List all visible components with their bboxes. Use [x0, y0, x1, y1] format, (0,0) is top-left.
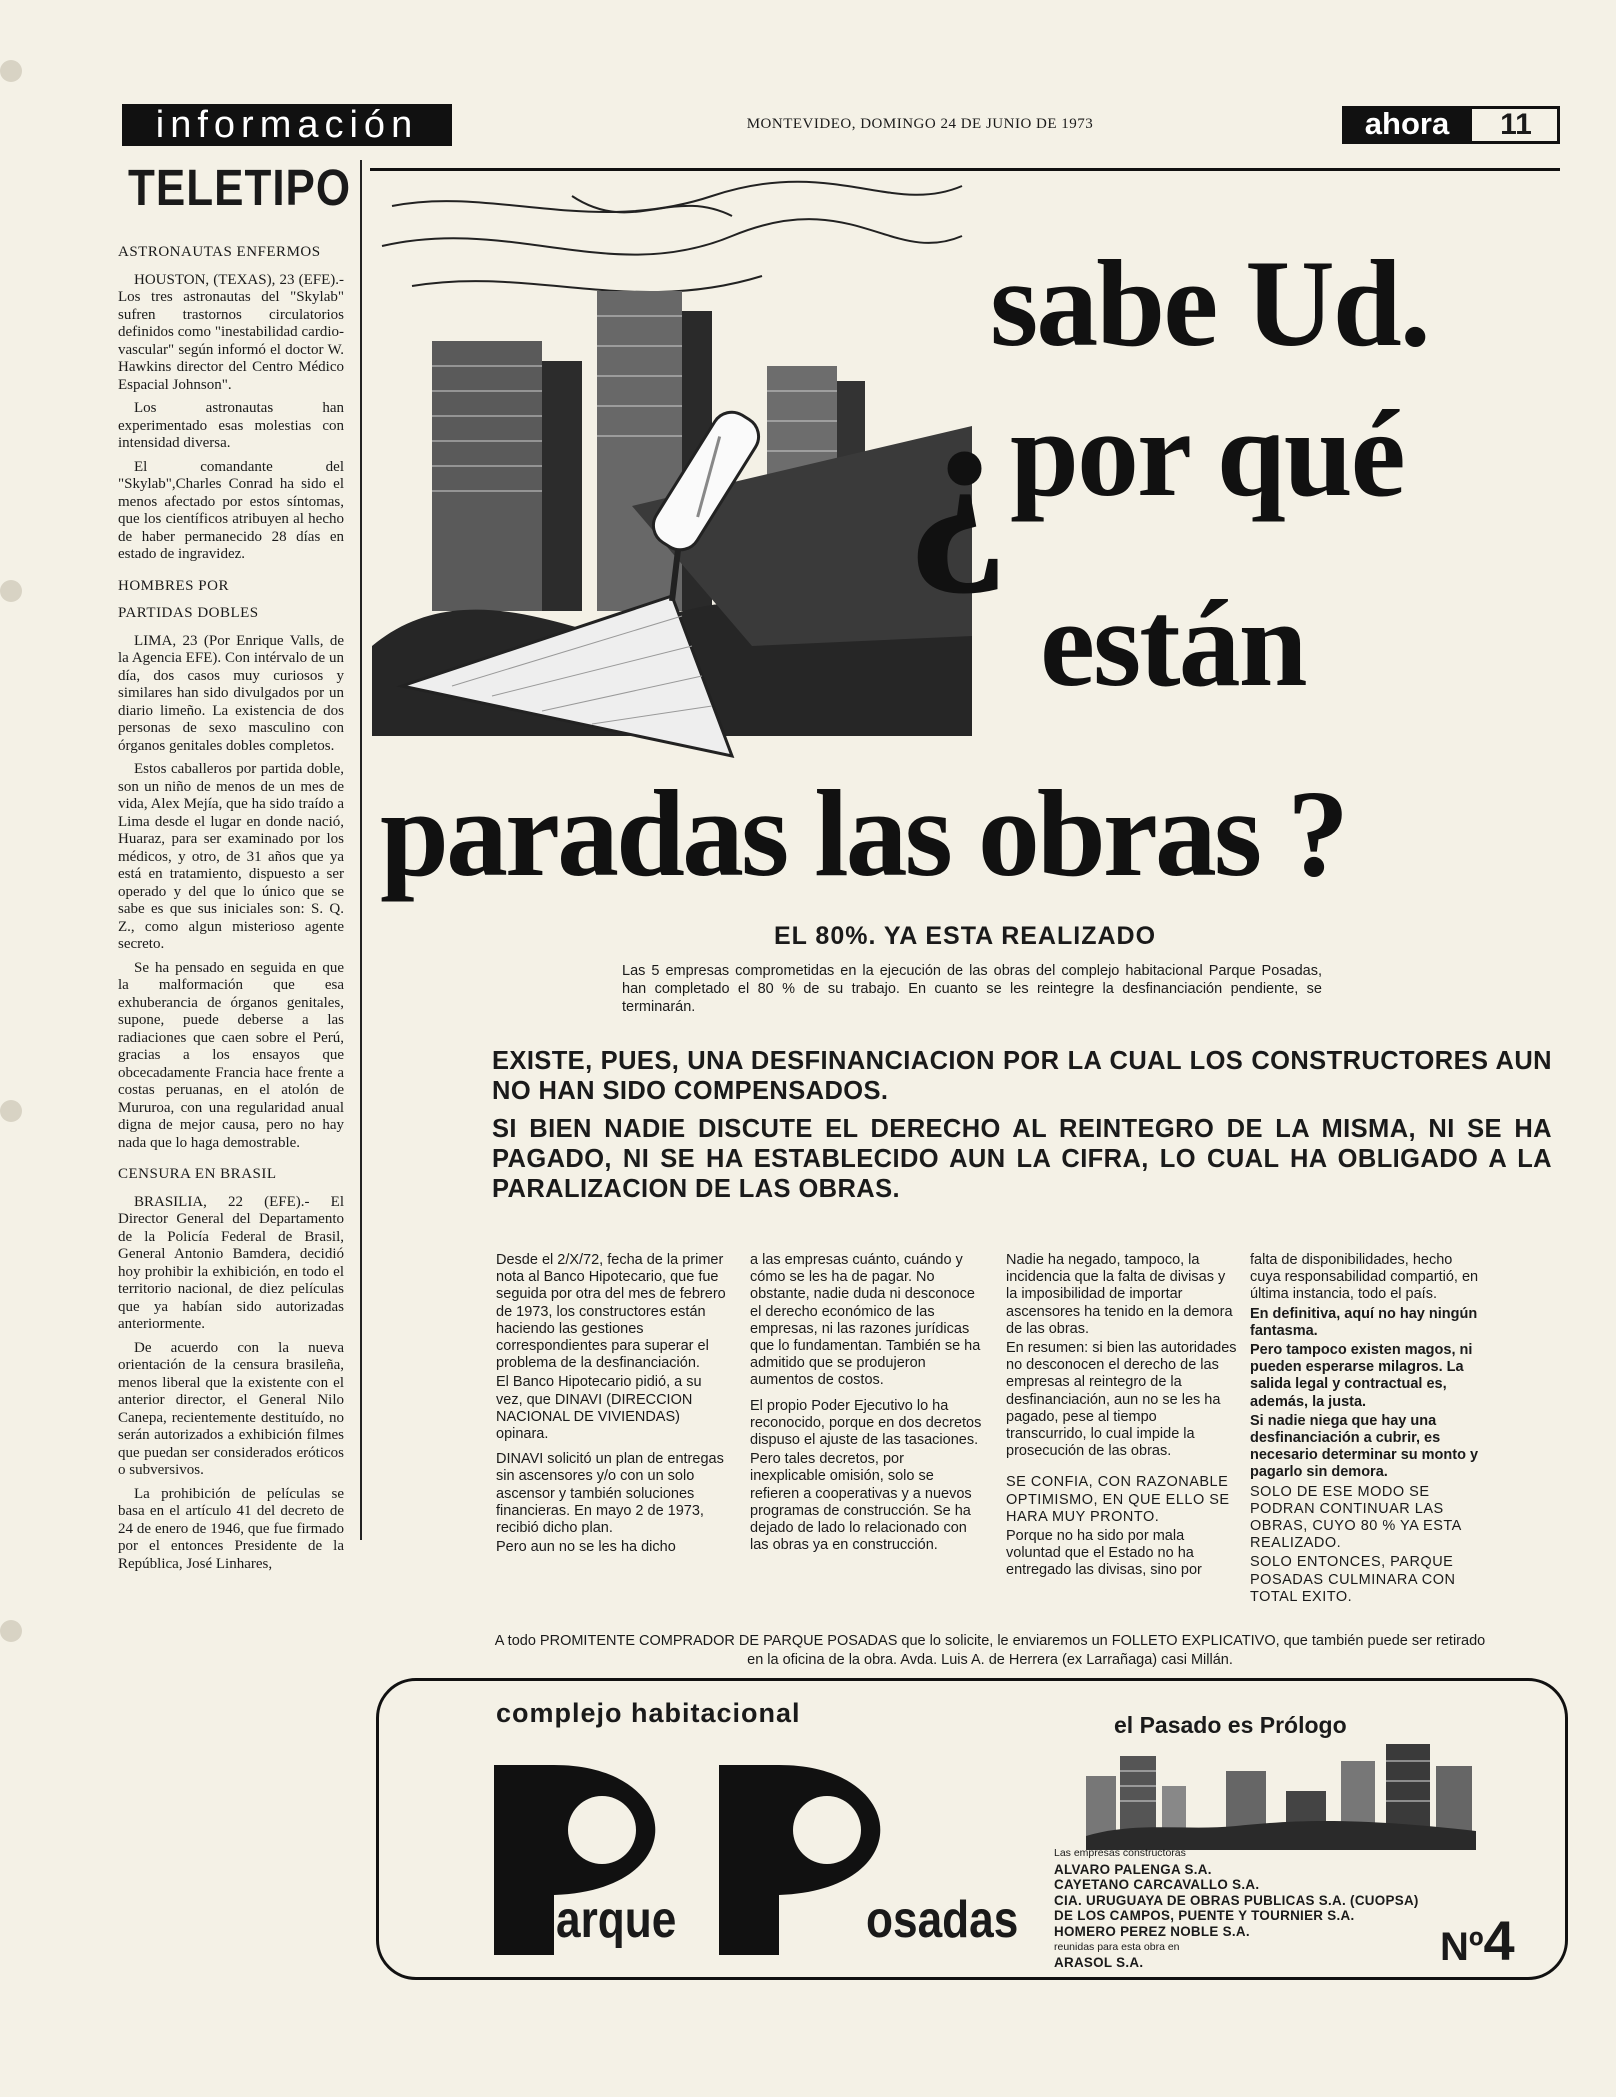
ad-body-column-1	[496, 1252, 726, 1558]
body-paragraph: Pero tales decretos, por inexplicable omisión, solo se refieren a cooperativas y a nuevos programas de construcción. Se ha dejado de lado lo relacionado con las obras ya en construcción.	[750, 1451, 972, 1554]
binder-hole	[0, 1620, 22, 1642]
story-paragraph: HOUSTON, (TEXAS), 23 (EFE).- Los tres astronautas del "Skylab" sufren trastornos circulatorios definidos como "inestabilidad cardio-vascular" según informó el doctor W. Hawkins director del Centro Médico Espacial Johnson".	[118, 271, 344, 393]
story-paragraph: De acuerdo con la nueva orientación de la censura brasileña, menos liberal que la existente con el anterior director, el General Nilo Canepa, recientemente destituído, no serán autorizados a exhibición filmes que puedan ser considerados eróticos o subversivos.	[118, 1339, 344, 1478]
body-paragraph: El Banco Hipotecario pidió, a su vez, que DINAVI (DIRECCION NACIONAL DE VIVIENDAS) opinara.	[496, 1374, 702, 1443]
story-paragraph: Estos caballeros por partida doble, son un niño de menos de un mes de vida, Alex Mejía, que ha sido traído a Lima desde el lugar en donde nació, Huaraz, para ser examinado por los médicos, y otro, de 31 años que ya está en tratamiento, dispuesto a ser operado y del que lo único que se sabe es que sus iniciales son: S. Q. Z., como algun misterioso agente secreto.	[118, 761, 344, 952]
story-heading: ASTRONAUTAS ENFERMOS	[118, 244, 321, 260]
body-paragraph: El propio Poder Ejecutivo lo ha reconocido, porque en dos decretos dispuso el ajuste de las tasaciones.	[750, 1397, 982, 1449]
body-paragraph: SOLO ENTONCES, PARQUE POSADAS CULMINARA CON TOTAL EXITO.	[1250, 1554, 1456, 1605]
ad-lead-1: EXISTE, PUES, UNA DESFINANCIACION POR LA CUAL LOS CONSTRUCTORES AUN NO HAN SIDO COMPENSADOS.	[492, 1047, 1552, 1105]
ad-lead-2: SI BIEN NADIE DISCUTE EL DERECHO AL REINTEGRO DE LA MISMA, NI SE HA PAGADO, NI SE HA ESTABLECIDO AUN LA CIFRA, LO CUAL HA OBLIGADO A LA PARALIZACION DE LAS OBRAS.	[492, 1115, 1552, 1203]
headline-line-4: paradas las obras ?	[380, 765, 1347, 902]
body-paragraph: Desde el 2/X/72, fecha de la primer nota al Banco Hipotecario, que fue seguida por otra del mes de febrero de 1973, los constructores están haciendo las gestiones correspondientes para superar el problema de la desfinanciación.	[496, 1252, 726, 1372]
headline-open-question-mark: ¿	[905, 364, 1010, 596]
ad-top-rule	[370, 168, 1560, 171]
trowel-buildings-illustration	[372, 176, 972, 796]
builders-list	[1054, 1846, 1424, 1971]
issue-number	[1440, 1908, 1515, 1973]
body-paragraph: Pero aun no se les ha dicho	[496, 1539, 676, 1556]
joint-venture-name: ARASOL S.A.	[1054, 1955, 1144, 1971]
logo-complejo-label: complejo habitacional	[496, 1698, 801, 1728]
builder-firm: CIA. URUGUAYA DE OBRAS PUBLICAS S.A. (CUOPSA)	[1054, 1892, 1419, 1908]
ad-body-column-3	[1006, 1252, 1238, 1582]
builder-firm: HOMERO PEREZ NOBLE S.A.	[1054, 1923, 1250, 1939]
dateline: MONTEVIDEO, DOMINGO 24 DE JUNIO DE 1973	[746, 116, 1094, 132]
logo-parque-word: arque	[556, 1891, 677, 1949]
body-paragraph: SOLO DE ESE MODO SE PODRAN CONTINUAR LAS OBRAS, CUYO 80 % YA ESTA REALIZADO.	[1250, 1483, 1462, 1552]
body-paragraph: SE CONFIA, CON RAZONABLE OPTIMISMO, EN QUE ELLO SE HARA MUY PRONTO.	[1006, 1474, 1230, 1525]
builder-firm: DE LOS CAMPOS, PUENTE Y TOURNIER S.A.	[1054, 1908, 1355, 1924]
logo-tagline: el Pasado es Prólogo	[1114, 1712, 1347, 1738]
body-paragraph: falta de disponibilidades, hecho cuya responsabilidad compartió, en última instancia, todo el país.	[1250, 1252, 1479, 1303]
promo-note: A todo PROMITENTE COMPRADOR DE PARQUE POSADAS que lo solicite, le enviaremos un FOLLETO EXPLICATIVO, que también puede ser retirado en la oficina de la obra. Avda. Luis A. de Herrera (ex Larrañaga) casi Millán.	[494, 1633, 1486, 1668]
builder-firm: CAYETANO CARCAVALLO S.A.	[1054, 1877, 1260, 1893]
builders-joined-note: reunidas para esta obra en	[1054, 1940, 1180, 1953]
ad-body-column-2	[750, 1252, 982, 1556]
builder-firm: ALVARO PALENGA S.A.	[1054, 1861, 1212, 1877]
body-paragraph: En resumen: si bien las autoridades no desconocen el derecho de las empresas al reintegro de la desfinanciación, aun no se les ha pagado, pese al tiempo transcurrido, lo cual impide la prosecución de las obras.	[1006, 1340, 1237, 1460]
brand-name: ahora	[1342, 106, 1472, 144]
builders-intro: Las empresas constructoras	[1054, 1847, 1186, 1859]
body-paragraph-bold: En definitiva, aquí no hay ningún fantasma.	[1250, 1305, 1478, 1339]
body-paragraph-bold: Pero tampoco existen magos, ni pueden esperarse milagros. La salida legal y contractual es, además, la justa.	[1250, 1342, 1473, 1410]
page-number: 11	[1500, 108, 1532, 141]
story-heading: HOMBRES POR	[118, 577, 229, 594]
body-paragraph-bold: Si nadie niega que hay una desfinanciación a cubrir, es necesario determinar su monto y pagarlo sin demora.	[1250, 1412, 1479, 1481]
logo-posadas-word: osadas	[866, 1891, 1019, 1949]
story-paragraph: El comandante del "Skylab",Charles Conrad ha sido el menos afectado por estos síntomas, que los científicos atribuyen al hecho de haber permanecido 28 días en estado de ingravidez.	[118, 458, 344, 562]
binder-edge	[0, 0, 38, 2097]
story-paragraph: Se ha pensado en seguida en que la malformación que esa exhuberancia de órganos genitales, supone, puede deberse a las radiaciones que caen sobre el Perú, gracias a los ensayos que obcecadamente Francia hace frente a costas peruanas, en el atolón de Mururoa, con una regularidad anual digna de mejor causa, pero no hay nada que lo haga demostrable.	[118, 959, 344, 1151]
teletipo-story-astronautas	[118, 236, 344, 1579]
body-paragraph: a las empresas cuánto, cuándo y cómo se les ha de pagar. No obstante, nadie duda ni desconoce el derecho económico de las empresas, ni las razones jurídicas que lo fundamentan. También se ha admitido que se produjeron aumentos de costos.	[750, 1252, 981, 1389]
headline-line-1: sabe Ud.	[990, 235, 1429, 372]
headline-line-3: están	[1040, 575, 1306, 712]
skyline-illustration	[1086, 1736, 1476, 1850]
ad-body-column-4	[1250, 1252, 1484, 1608]
ad-intro: Las 5 empresas comprometidas en la ejecución de las obras del complejo habitacional Parque Posadas, han completado el 80 % de su trabajo. En cuanto se les reintegre la desfinanciación pendiente, se terminarán.	[622, 963, 1322, 1015]
column-rule	[360, 160, 362, 1540]
binder-hole	[0, 60, 22, 82]
story-heading: PARTIDAS DOBLES	[118, 605, 259, 621]
story-paragraph: Los astronautas han experimentado esas molestias con intensidad diversa.	[118, 400, 344, 451]
parque-posadas-pp-logo	[484, 1755, 924, 1965]
issue-value: 4	[1483, 1909, 1515, 1972]
body-paragraph: Porque no ha sido por mala voluntad que el Estado no ha entregado las divisas, sino por	[1006, 1528, 1202, 1579]
body-paragraph: Nadie ha negado, tampoco, la incidencia que la falta de divisas y la imposibilidad de importar ascensores ha tenido en la demora de las obras.	[1006, 1252, 1233, 1337]
story-heading: CENSURA EN BRASIL	[118, 1166, 277, 1182]
binder-hole	[0, 580, 22, 602]
body-paragraph: DINAVI solicitó un plan de entregas sin ascensores y/o con un solo ascensor y también soluciones financieras. En mayo 2 de 1973, recibió dicho plan.	[496, 1451, 724, 1537]
binder-hole	[0, 1100, 22, 1122]
ad-subheading: EL 80%. YA ESTA REALIZADO	[773, 922, 1157, 950]
teletipo-title: TELETIPO	[128, 160, 352, 217]
issue-label: Nº	[1440, 1925, 1484, 1969]
section-label: información	[122, 104, 452, 146]
headline-line-2: por qué	[1010, 385, 1404, 522]
story-paragraph: La prohibición de películas se basa en el artículo 41 del decreto de 24 de enero de 1946, que fue firmado por el entonces Presidente de la República, José Linhares,	[118, 1485, 344, 1572]
story-paragraph: LIMA, 23 (Por Enrique Valls, de la Agencia EFE). Con intérvalo de un día, dos casos muy curiosos y similares han sido divulgados por un diario limeño. La existencia de dos personas de sexo masculino con órganos genitales dobles completos.	[118, 632, 344, 754]
story-paragraph: BRASILIA, 22 (EFE).- El Director General del Departamento de la Policía Federal de Brasil, General Antonio Bamdera, decidió hoy prohibir la exhibición, en todo el territorio nacional, de diez películas que ya habían sido autorizadas anteriormente.	[118, 1193, 344, 1332]
